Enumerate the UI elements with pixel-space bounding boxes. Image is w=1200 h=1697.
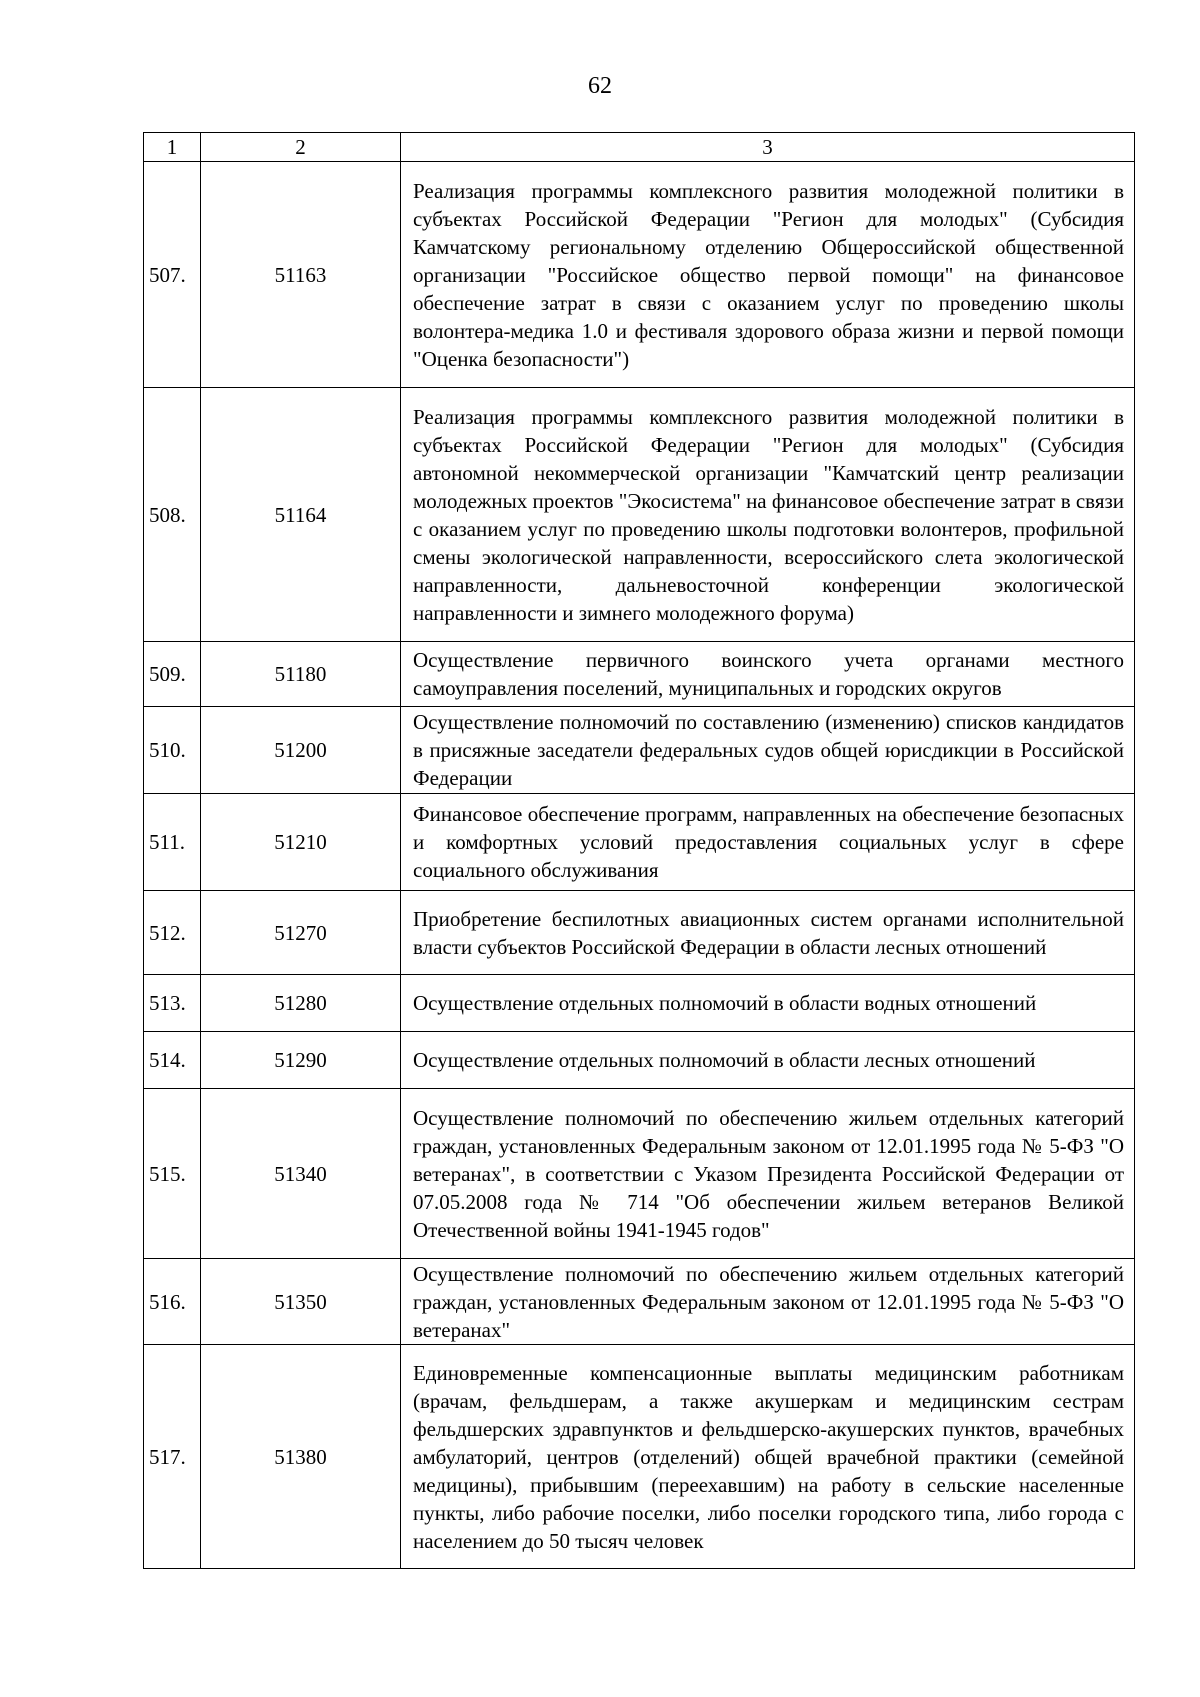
table-row [144, 975, 1135, 1032]
row-number: 512. [144, 891, 201, 975]
row-number: 510. [144, 707, 201, 794]
row-code: 51210 [201, 794, 401, 891]
row-number: 511. [144, 794, 201, 891]
budget-codes-table [143, 132, 1135, 1569]
row-code: 51270 [201, 891, 401, 975]
row-description: Единовременные компенсационные выплаты медицинским работникам (врачам, фельдшерам, а также акушеркам и медицинским сестрам фельдшерских здравпунктов и фельдшерско-акушерских пунктов, врачебных амбулаторий, центров (отделений) общей врачебной практики (семейной медицины), прибывшим (переехавшим) на работу в сельские населенные пункты, либо рабочие поселки, либо поселки городского типа, либо города с населением до 50 тысяч человек [401, 1345, 1135, 1569]
row-code: 51290 [201, 1032, 401, 1089]
row-description: Осуществление полномочий по обеспечению жильем отдельных категорий граждан, установленных Федеральным законом от 12.01.1995 года № 5-ФЗ "О ветеранах", в соответствии с Указом Президента Российской Федерации от 07.05.2008 года № 714 "Об обеспечении жильем ветеранов Великой Отечественной войны 1941-1945 годов" [401, 1089, 1135, 1259]
row-description: Осуществление отдельных полномочий в области лесных отношений [401, 1032, 1135, 1089]
table-row [144, 388, 1135, 642]
row-code: 51280 [201, 975, 401, 1032]
table-row [144, 642, 1135, 707]
table-row [144, 891, 1135, 975]
table-row [144, 794, 1135, 891]
page-number: 62 [588, 73, 612, 99]
table-row [144, 162, 1135, 388]
row-description: Осуществление полномочий по составлению (изменению) списков кандидатов в присяжные заседатели федеральных судов общей юрисдикции в Российской Федерации [401, 707, 1135, 794]
row-description: Осуществление первичного воинского учета органами местного самоуправления поселений, муниципальных и городских округов [401, 642, 1135, 707]
row-number: 507. [144, 162, 201, 388]
header-col-1: 1 [144, 133, 201, 162]
row-description: Реализация программы комплексного развития молодежной политики в субъектах Российской Федерации "Регион для молодых" (Субсидия Камчатскому региональному отделению Общероссийской общественной организации "Российское общество первой помощи" на финансовое обеспечение затрат в связи с оказанием услуг по проведению школы волонтера-медика 1.0 и фестиваля здорового образа жизни и первой помощи "Оценка безопасности") [401, 162, 1135, 388]
row-number: 517. [144, 1345, 201, 1569]
header-col-3: 3 [401, 133, 1135, 162]
row-description: Финансовое обеспечение программ, направленных на обеспечение безопасных и комфортных условий предоставления социальных услуг в сфере социального обслуживания [401, 794, 1135, 891]
table-row [144, 1089, 1135, 1259]
row-code: 51350 [201, 1259, 401, 1345]
row-code: 51163 [201, 162, 401, 388]
table-header-row [144, 133, 1135, 162]
row-number: 509. [144, 642, 201, 707]
row-description: Приобретение беспилотных авиационных систем органами исполнительной власти субъектов Российской Федерации в области лесных отношений [401, 891, 1135, 975]
table-row [144, 1032, 1135, 1089]
row-code: 51380 [201, 1345, 401, 1569]
row-description: Реализация программы комплексного развития молодежной политики в субъектах Российской Федерации "Регион для молодых" (Субсидия автономной некоммерческой организации "Камчатский центр реализации молодежных проектов "Экосистема" на финансовое обеспечение затрат в связи с оказанием услуг по проведению школы подготовки волонтеров, профильной смены экологической направленности, всероссийского слета экологической направленности, дальневосточной конференции экологической направленности и зимнего молодежного форума) [401, 388, 1135, 642]
row-number: 516. [144, 1259, 201, 1345]
row-number: 515. [144, 1089, 201, 1259]
row-number: 513. [144, 975, 201, 1032]
row-description: Осуществление отдельных полномочий в области водных отношений [401, 975, 1135, 1032]
row-code: 51200 [201, 707, 401, 794]
row-number: 514. [144, 1032, 201, 1089]
header-col-2: 2 [201, 133, 401, 162]
row-code: 51340 [201, 1089, 401, 1259]
row-number: 508. [144, 388, 201, 642]
table-row [144, 1259, 1135, 1345]
row-code: 51164 [201, 388, 401, 642]
row-description: Осуществление полномочий по обеспечению жильем отдельных категорий граждан, установленных Федеральным законом от 12.01.1995 года № 5-ФЗ "О ветеранах" [401, 1259, 1135, 1345]
row-code: 51180 [201, 642, 401, 707]
table-row [144, 707, 1135, 794]
table-row [144, 1345, 1135, 1569]
